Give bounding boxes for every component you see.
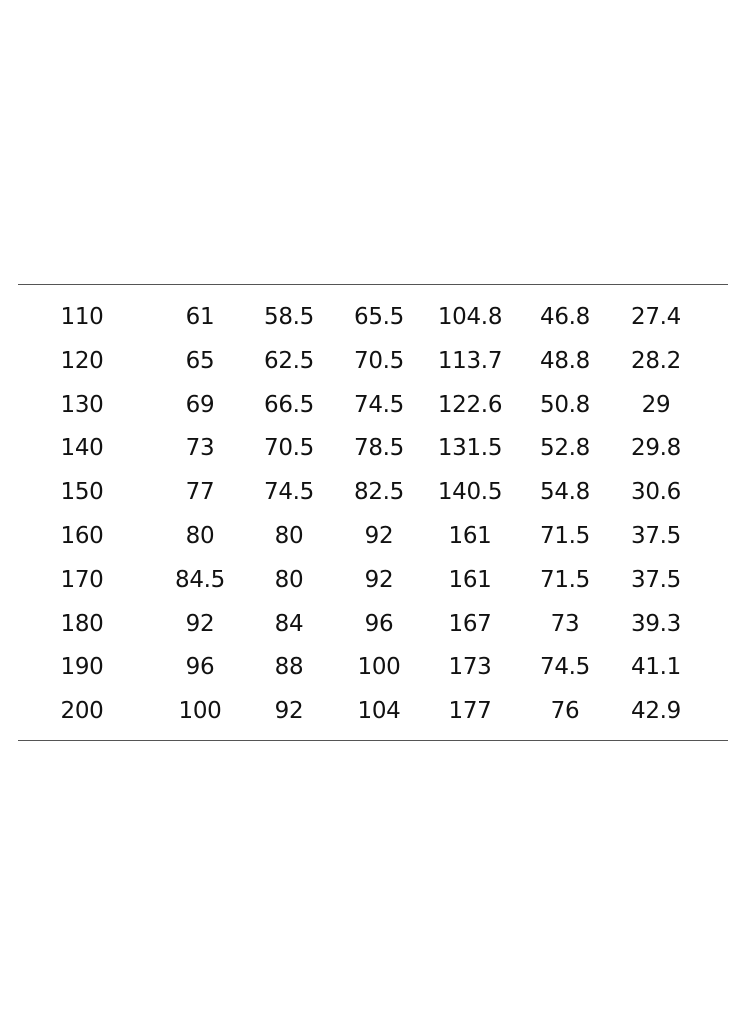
measurement-cell: 61 <box>185 304 215 330</box>
measurement-cell: 92 <box>274 698 304 725</box>
measurement-cell: 39.3 <box>630 610 681 637</box>
measurement-cell: 88 <box>274 654 304 681</box>
measurement-cell: 92 <box>364 566 394 593</box>
measurement-cell: 78.5 <box>353 435 404 462</box>
measurement-cell: 77 <box>185 479 215 506</box>
table-row <box>0 340 750 384</box>
measurement-cell: 62.5 <box>263 347 314 374</box>
measurement-cell: 177 <box>448 698 492 725</box>
measurement-cell: 80 <box>274 566 304 593</box>
size-cell: 130 <box>60 391 104 418</box>
size-cell: 160 <box>60 522 104 549</box>
measurement-cell: 140.5 <box>437 479 503 506</box>
table-row <box>0 427 750 471</box>
measurement-cell: 84.5 <box>174 566 225 593</box>
measurement-cell: 74.5 <box>353 391 404 418</box>
measurement-cell: 52.8 <box>539 435 590 462</box>
table-row <box>0 384 750 428</box>
table-row <box>0 559 750 603</box>
size-cell: 170 <box>60 566 104 593</box>
measurement-cell: 58.5 <box>263 304 314 330</box>
size-cell: 140 <box>60 435 104 462</box>
measurement-cell: 92 <box>364 522 394 549</box>
table-row <box>0 646 750 690</box>
table-bottom-rule <box>18 740 728 741</box>
measurement-cell: 96 <box>364 610 394 637</box>
measurement-cell: 29 <box>641 391 671 418</box>
table-top-rule <box>18 284 728 285</box>
measurement-cell: 71.5 <box>539 522 590 549</box>
measurement-cell: 161 <box>448 522 492 549</box>
size-cell: 180 <box>60 610 104 637</box>
measurement-cell: 100 <box>357 654 401 681</box>
measurement-cell: 92 <box>185 610 215 637</box>
measurement-cell: 48.8 <box>539 347 590 374</box>
measurement-cell: 73 <box>185 435 215 462</box>
size-cell: 120 <box>60 347 104 374</box>
table-row <box>0 690 750 734</box>
measurement-cell: 37.5 <box>630 566 681 593</box>
measurement-cell: 104 <box>357 698 401 725</box>
measurement-cell: 65 <box>185 347 215 374</box>
table-row <box>0 603 750 647</box>
measurement-cell: 28.2 <box>630 347 681 374</box>
measurement-cell: 50.8 <box>539 391 590 418</box>
measurement-cell: 69 <box>185 391 215 418</box>
measurement-cell: 27.4 <box>630 304 681 330</box>
measurement-cell: 70.5 <box>353 347 404 374</box>
measurement-cell: 80 <box>274 522 304 549</box>
table-row <box>0 515 750 559</box>
measurement-cell: 70.5 <box>263 435 314 462</box>
measurement-cell: 96 <box>185 654 215 681</box>
measurement-cell: 71.5 <box>539 566 590 593</box>
measurement-cell: 30.6 <box>630 479 681 506</box>
table-row <box>0 471 750 515</box>
measurement-cell: 104.8 <box>437 304 503 330</box>
size-cell: 200 <box>60 698 104 725</box>
measurement-cell: 80 <box>185 522 215 549</box>
size-cell: 110 <box>60 304 104 330</box>
measurement-cell: 74.5 <box>539 654 590 681</box>
measurement-cell: 41.1 <box>630 654 681 681</box>
measurement-cell: 54.8 <box>539 479 590 506</box>
measurement-cell: 173 <box>448 654 492 681</box>
measurement-cell: 84 <box>274 610 304 637</box>
measurement-cell: 82.5 <box>353 479 404 506</box>
measurement-cell: 66.5 <box>263 391 314 418</box>
measurement-cell: 65.5 <box>353 304 404 330</box>
size-table <box>0 296 750 734</box>
measurement-cell: 113.7 <box>437 347 503 374</box>
measurement-cell: 167 <box>448 610 492 637</box>
measurement-cell: 122.6 <box>437 391 503 418</box>
measurement-cell: 100 <box>178 698 222 725</box>
size-cell: 150 <box>60 479 104 506</box>
measurement-cell: 74.5 <box>263 479 314 506</box>
table-row <box>0 296 750 340</box>
measurement-cell: 37.5 <box>630 522 681 549</box>
size-cell: 190 <box>60 654 104 681</box>
measurement-cell: 29.8 <box>630 435 681 462</box>
measurement-cell: 73 <box>550 610 580 637</box>
measurement-cell: 42.9 <box>630 698 681 725</box>
measurement-cell: 131.5 <box>437 435 503 462</box>
measurement-cell: 46.8 <box>539 304 590 330</box>
measurement-cell: 76 <box>550 698 580 725</box>
measurement-cell: 161 <box>448 566 492 593</box>
